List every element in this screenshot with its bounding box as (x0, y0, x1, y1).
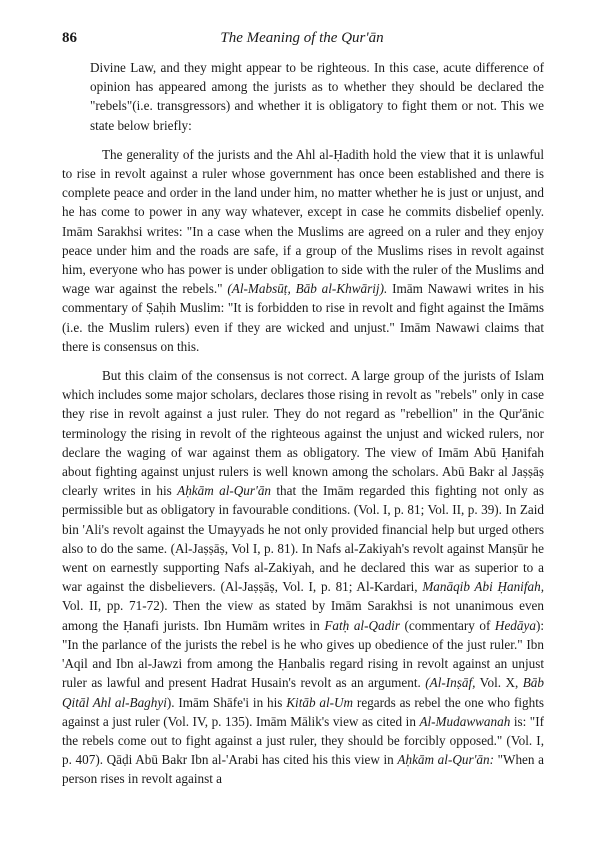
paragraph (62, 58, 544, 135)
paragraph (62, 366, 544, 788)
text-segment: ). Imām Shāfe'i in his (166, 694, 287, 710)
text-segment: The generality of the jurists and the Ahl al-Ḥadith hold the view that it is unlawful to rise in revolt against a ruler whose government has once been established and there is complete peace and order in the land under him, no matter whether he is just or unjust, and he has come to power in any way whatever, except in case he commits disbelief openly. Imām Sarakhsi writes: "In a case when the Muslims are agreed on a ruler and they enjoy peace under him and the roads are safe, if a group of the Muslims rises in revolt against him, everyone who has power is under obligation to side with the ruler of the Muslims and wage war against the rebels." (62, 146, 544, 297)
text-segment: regards as rebel the one who fights against a just ruler (Vol. IV, p. 135). Imām Mālik's view as cited in (62, 694, 545, 729)
text-segment: Vol. X, (475, 675, 523, 691)
italic-citation: Manāqib Abi Ḥanifah, (422, 579, 544, 595)
italic-citation: Bāb Qitāl Ahl al-Baghyi (62, 675, 544, 710)
italic-citation: Hedāya (494, 617, 536, 633)
italic-citation: Kitāb al-Um (286, 694, 354, 710)
text-segment: Divine Law, and they might appear to be righteous. In this case, acute difference of opinion has appeared among the jurists as to whether they should be declared the "rebels"(i.e. transgressors) and whether it is obligatory to fight them or not. This we state below briefly: (90, 60, 544, 133)
text-segment: ): "In the parlance of the jurists the rebel is he who gives up obedience of the just ruler." Ibn 'Aqil and Ibn al-Jawzi from among the Ḥanbalis regard rising in revolt against an unjust ruler as lawful and present Hadrat Husain's revolt as an argument. (62, 617, 544, 691)
text-segment: "When a person rises in revolt against a (62, 752, 544, 787)
italic-citation: Al-Mudawwanah (419, 713, 511, 729)
running-title: The Meaning of the Qur'ān (220, 30, 384, 46)
text-segment: (commentary of (399, 617, 495, 633)
text-segment: Vol. II, pp. 71-72). Then the view as stated by Imām Sarakhsi is not unanimous even among the Ḥanafi jurists. Ibn Humām writes in (62, 598, 544, 633)
italic-citation: (Al-Inṣāf, (425, 675, 476, 691)
text-segment: that the Imām regarded this fighting not only as permissible but as obligatory in favourable conditions. (Vol. I, p. 81; Vol. II, p. 39). In Zaid bin 'Ali's revolt against the Umayyads he not only provided financial help but urged others also to do the same. (Al-Jaṣṣāṣ, Vol I, p. 81). In Nafs al-Zakiyah's revolt against Manṣūr he went on earnestly supporting Nafs al-Zakiyah, and he declared this war as superior to a war against the disbelievers. (Al-Jaṣṣāṣ, Vol. I, p. 81; Al-Kardari, (62, 483, 544, 595)
page-header (62, 30, 542, 50)
italic-citation: Aḥkām al-Qur'ān: (397, 752, 494, 768)
italic-citation: Aḥkām al-Qur'ān (177, 483, 272, 499)
text-segment: But this claim of the consensus is not correct. A large group of the jurists of Islam which includes some major scholars, declares those rising in revolt as "rebels" only in case they rise in revolt against a just ruler. They do not regard as "rebellion" in the Qur'ānic terminology the rising in revolt of the righteous against the unjust and wicked rulers, nor declare the waging of war against them as obligatory. The view of Imām Abū Ḥanifah about fighting against unjust rulers is well known among the scholars. Abū Bakr al Jaṣṣāṣ clearly writes in his (62, 368, 544, 499)
text-segment: is: "If the rebels come out to fight against a just ruler, they should be forcibly opposed." (Vol. I, p. 407). Qāḍi Abū Bakr Ibn al-'Arabi has cited his this view in (62, 713, 544, 768)
italic-citation: (Al-Mabsūṭ, Bāb al-Khwārij). (227, 281, 388, 297)
page-number: 86 (62, 30, 77, 46)
paragraph (62, 145, 544, 356)
body-text (62, 58, 544, 789)
italic-citation: Fatḥ al-Qadir (324, 617, 400, 633)
text-segment: Imām Nawawi writes in his commentary of Ṣaḥih Muslim: "It is forbidden to rise in revolt and fight against the Imāms (i.e. the Muslim rulers) even if they are wicked and unjust." Imām Nawawi claims that there is consensus on this. (62, 281, 545, 354)
